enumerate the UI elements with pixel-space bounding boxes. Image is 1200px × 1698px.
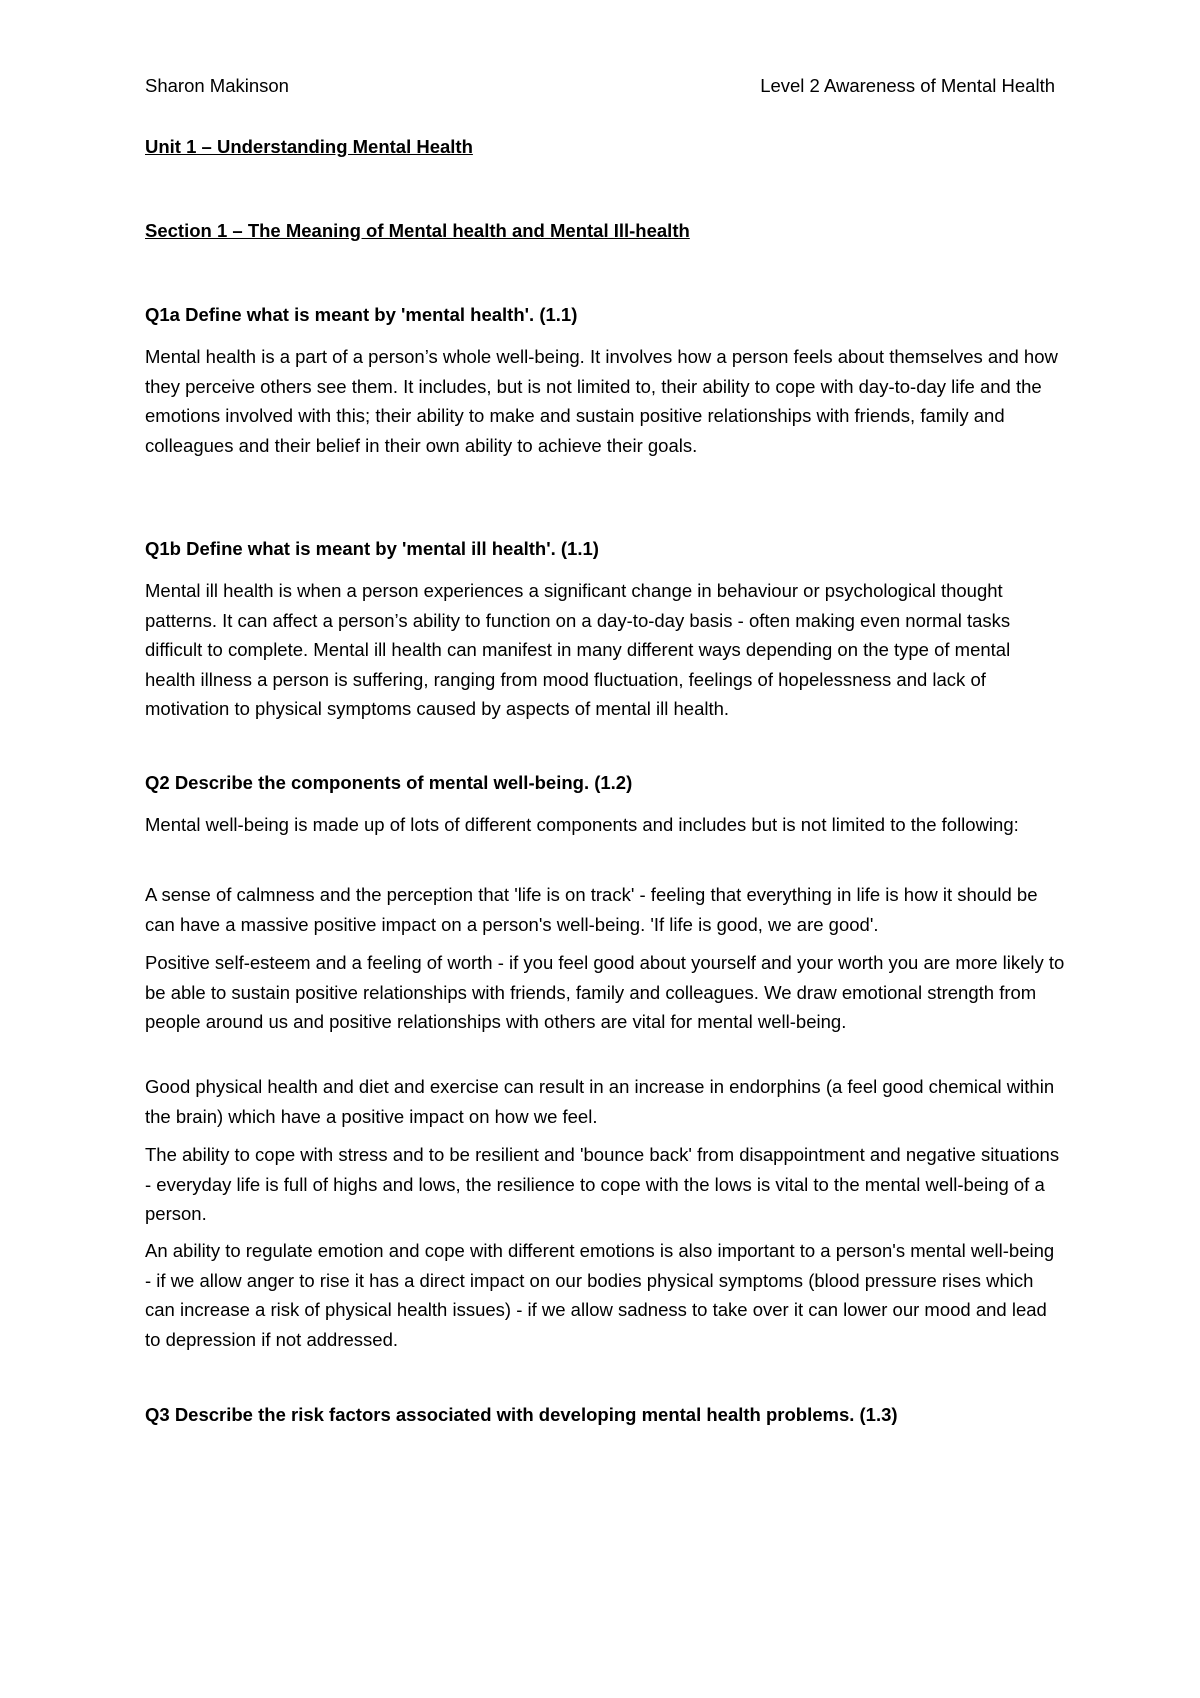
header-author: Sharon Makinson — [145, 75, 289, 96]
section-title: Section 1 – The Meaning of Mental health and Mental Ill-health — [145, 220, 690, 241]
unit-title: Unit 1 – Understanding Mental Health — [145, 136, 473, 157]
question-q1a: Q1a Define what is meant by 'mental health'. (1.1) — [145, 304, 578, 325]
answer-q2-intro: Mental well-being is made up of lots of different components and includes but is not limited to the following: — [145, 814, 1019, 835]
question-q2: Q2 Describe the components of mental well-being. (1.2) — [145, 772, 633, 793]
answer-q1b: Mental ill health is when a person experiences a significant change in behaviour or psychological thought patterns. It can affect a person’s ability to function on a day-to-day basis - often making even normal tasks difficult to complete. Mental ill health can manifest in many different ways depending on the type of mental health illness a person is suffering, ranging from mood fluctuation, feelings of hopelessness and lack of motivation to physical symptoms caused by aspects of mental ill health. — [145, 580, 1011, 719]
question-q3: Q3 Describe the risk factors associated with developing mental health problems. (1.3) — [145, 1404, 898, 1425]
answer-q2-resilience: The ability to cope with stress and to be resilient and 'bounce back' from disappointment and negative situations - everyday life is full of highs and lows, the resilience to cope with the lows is vital to the mental well-being of a person. — [145, 1144, 1060, 1224]
question-q1b: Q1b Define what is meant by 'mental ill health'. (1.1) — [145, 538, 599, 559]
answer-q2-emotion-regulation: An ability to regulate emotion and cope with different emotions is also important to a person's mental well-being - if we allow anger to rise it has a direct impact on our bodies physical symptoms (blood pressure rises which can increase a risk of physical health issues) - if we allow sadness to take over it can lower our mood and lead to depression if not addressed. — [145, 1240, 1055, 1350]
page-header — [145, 74, 1055, 98]
answer-q2-physical-health: Good physical health and diet and exercise can result in an increase in endorphins (a feel good chemical within the brain) which have a positive impact on how we feel. — [145, 1076, 1055, 1127]
answer-q2-self-esteem: Positive self-esteem and a feeling of worth - if you feel good about yourself and your worth you are more likely to be able to sustain positive relationships with friends, family and colleagues. We draw emotional strength from people around us and positive relationships with others are vital for mental well-being. — [145, 952, 1065, 1032]
answer-q1a: Mental health is a part of a person’s whole well-being. It involves how a person feels about themselves and how they perceive others see them. It includes, but is not limited to, their ability to cope with day-to-day life and the emotions involved with this; their ability to make and sustain positive relationships with friends, family and colleagues and their belief in their own ability to achieve their goals. — [145, 346, 1058, 456]
header-course-title: Level 2 Awareness of Mental Health — [760, 75, 1055, 96]
answer-q2-calmness: A sense of calmness and the perception that 'life is on track' - feeling that everything in life is how it should be can have a massive positive impact on a person's well-being. 'If life is good, we are good'. — [145, 884, 1038, 935]
